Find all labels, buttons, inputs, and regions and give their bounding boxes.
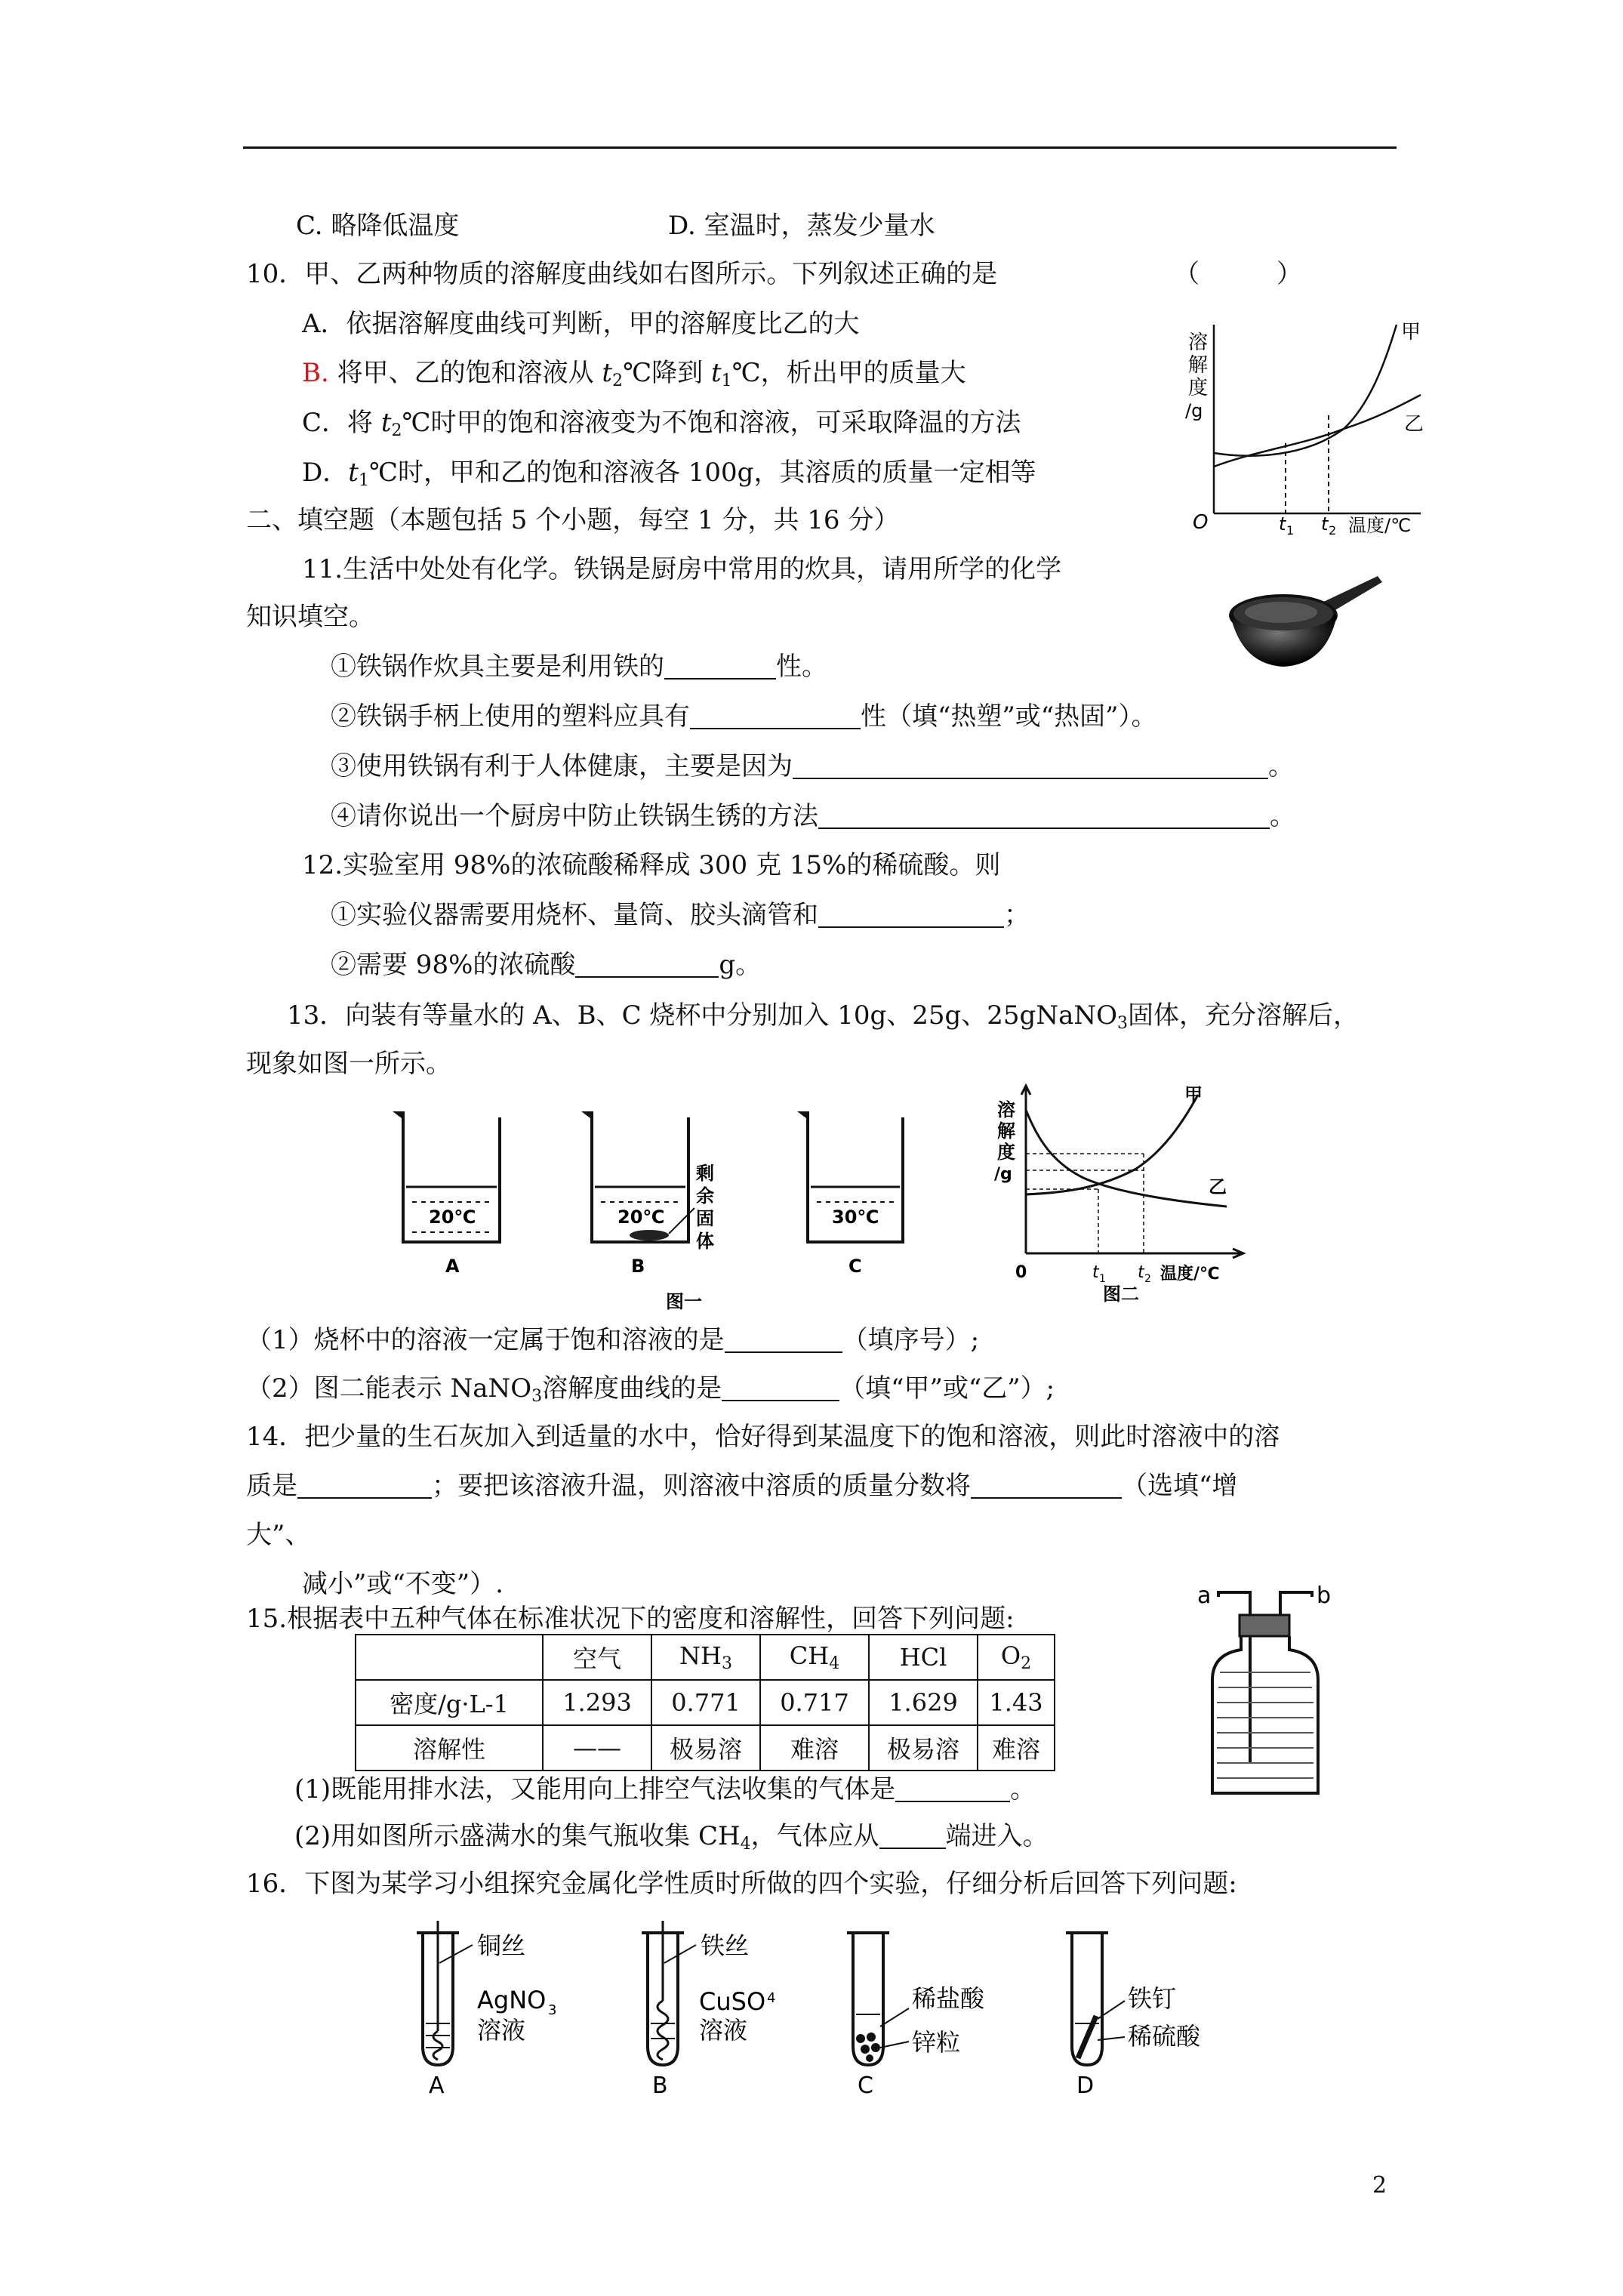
t2-label: t [1321,513,1329,535]
bottle-port-b-label: b [1317,1583,1332,1609]
beaker-a-temp: 20℃ [429,1207,476,1228]
tube-a-solution-label2: 溶液 [477,2016,526,2045]
tube-c-metal-label: 锌粒 [912,2028,961,2057]
beaker-b-temp: 20℃ [617,1207,665,1228]
q12-item1: ①实验仪器需要用烧杯、量筒、胶头滴管和 ； [331,900,1030,930]
q13-blank1[interactable] [725,1327,842,1353]
t2-label: t [1138,1263,1144,1282]
y-label-char: 解 [1188,354,1209,377]
q13-blank2[interactable] [722,1376,839,1401]
table-cell: 1.629 [869,1680,978,1725]
q15-stem: 15.根据表中五种气体在标准状况下的密度和溶解性，回答下列问题: [246,1604,1015,1634]
table-cell: 难溶 [760,1725,869,1771]
series-yi-label: 乙 [1404,413,1424,436]
stopper [1240,1615,1289,1636]
series-jia-curve [1214,325,1397,456]
table-cell: 极易溶 [869,1725,978,1771]
residue-label-char: 剩 [696,1163,714,1184]
q11-blank4[interactable] [818,803,1270,829]
figure-1-beakers [393,1110,921,1314]
table-row-solubility [356,1725,1055,1771]
beaker-a [397,1113,500,1277]
table-cell: 0.717 [760,1680,869,1725]
q11-item1: ①铁锅作炊具主要是利用铁的 性。 [331,652,827,682]
table-cell: $NH_3$ [651,1635,760,1680]
table-header-row [356,1635,1055,1680]
beaker-b-label: B [631,1256,645,1277]
table-cell: 密度/g·L-1 [356,1680,543,1725]
series-jia-curve [1026,1095,1198,1194]
t1-sub: 1 [1286,523,1295,538]
table-cell: —— [543,1725,651,1771]
table-cell: 1.293 [543,1680,651,1725]
gas-property-table [355,1634,1055,1771]
q12-blank2[interactable] [575,952,719,978]
q15-part2: (2)用如图所示盛满水的集气瓶收集 $CH_4$，气体应从 端进入。 [294,1821,1049,1854]
tube-a-label: A [429,2073,445,2099]
t1-label: t [1092,1263,1099,1282]
residue-label-char: 固 [696,1208,714,1229]
tube-b-solution-label: CuSO [699,1987,766,2016]
beaker-a-label: A [445,1256,460,1277]
y-label-char: 溶 [997,1099,1015,1120]
t1-sub: 1 [1099,1273,1106,1285]
residue-label-char: 余 [696,1185,714,1207]
q10-option-b-letter: B. [302,358,329,388]
bottle-port-a-label: a [1197,1583,1212,1609]
x-axis-label: 温度/℃ [1160,1265,1220,1284]
q15-part1: (1)既能用排水法，又能用向上排空气法收集的气体是 。 [294,1774,1036,1804]
q10-option-a: A．依据溶解度曲线可判断，甲的溶解度比乙的大 [302,309,860,339]
y-label-char: 溶 [1188,331,1209,354]
table-row-density [356,1680,1055,1725]
table-cell: 空气 [543,1635,651,1680]
q14-line2: 质是 ；要把该溶液升温，则溶液中溶质的质量分数将 （选填“增 [246,1471,1238,1501]
q14-blank1[interactable] [297,1473,432,1499]
q13-stem-line1: 13．向装有等量水的 A、B、C 烧杯中分别加入 10g、25g、25gNaNO$_3$固体，充分溶解后， [287,1000,1359,1033]
q11-stem-line1: 11.生活中处处有化学。铁锅是厨房中常用的炊具，请用所学的化学 [302,554,1062,584]
figure-q16-test-tubes [408,1918,1298,2099]
tube-b-solution-label2: 溶液 [699,2016,748,2045]
y-label-char: /g [1185,400,1203,421]
residue-label-char: 体 [696,1231,714,1252]
q11-item3: ③使用铁锅有利于人体健康，主要是因为 。 [331,751,1294,781]
q12-stem: 12.实验室用 98%的浓硫酸稀释成 300 克 15%的稀硫酸。则 [302,850,1001,880]
tube-b-label: B [652,2073,668,2099]
tube-c-acid-label: 稀盐酸 [912,1984,985,2013]
figure-1-caption: 图一 [666,1291,702,1312]
q11-blank3[interactable] [793,754,1268,779]
q13-part1: （1）烧杯中的溶液一定属于饱和溶液的是 （填序号）; [246,1325,980,1355]
gas-collection-bottle [1193,1582,1336,1801]
beaker-c-temp: 30℃ [832,1207,879,1228]
q10-answer-bracket: （ ） [1174,259,1302,289]
table-cell: $O_2$ [978,1635,1055,1680]
table-cell [356,1635,543,1680]
tube-d-acid-label: 稀硫酸 [1128,2022,1201,2051]
q11-blank1[interactable] [664,654,776,680]
bottle-body [1212,1636,1318,1793]
origin-label: O [1193,511,1209,534]
table-cell: $CH_4$ [760,1635,869,1680]
series-jia-label: 甲 [1401,321,1421,344]
q15-blank2[interactable] [879,1823,946,1849]
q16-stem: 16．下图为某学习小组探究金属化学性质时所做的四个实验，仔细分析后回答下列问题: [246,1869,1237,1899]
q14-line4: 减小”或“不变”）. [302,1569,504,1599]
y-label-char: 度 [997,1142,1015,1163]
origin-label: 0 [1015,1263,1027,1282]
table-cell: 溶解性 [356,1725,543,1771]
q10-option-d: D．$t_1℃$时，甲和乙的饱和溶液各 100g，其溶质的质量一定相等 [302,458,1036,490]
iron-nail [1078,2016,1096,2058]
t1-label: t [1279,513,1286,535]
x-axis-label: 温度/℃ [1348,515,1412,536]
q9-option-d: D. 室温时，蒸发少量水 [668,211,935,241]
beaker-b [586,1113,714,1277]
table-cell: 难溶 [978,1725,1055,1771]
q14-line1: 14．把少量的生石灰加入到适量的水中，恰好得到某温度下的饱和溶液，则此时溶液中的溶 [246,1422,1280,1452]
section-2-heading: 二、填空题（本题包括 5 个小题，每空 1 分，共 16 分） [246,505,900,535]
tube-a-metal-label: 铜丝 [477,1931,526,1960]
header-rule [243,146,1397,149]
q13-stem-line2: 现象如图一所示。 [246,1049,451,1079]
solubility-chart-small [1178,310,1434,544]
q13-part2: （2）图二能表示 NaNO$_3$溶解度曲线的是 （填“甲”或“乙”）; [246,1373,1055,1406]
q14-line3: 大”、 [246,1520,311,1550]
y-label-char: 解 [997,1120,1015,1142]
table-cell: 极易溶 [651,1725,760,1771]
tube-c-label: C [858,2073,873,2099]
q10-stem: 10．甲、乙两种物质的溶解度曲线如右图所示。下列叙述正确的是 [246,259,998,289]
test-tube-a [417,1921,556,2099]
test-tube-b [642,1921,775,2099]
q11-item2: ②铁锅手柄上使用的塑料应具有 性（填“热塑”或“热固”）。 [331,701,1157,732]
q12-blank1[interactable] [818,902,1004,928]
tube-a-solution-sub: 3 [548,2002,557,2018]
series-jia-label: 甲 [1184,1084,1203,1105]
q11-item4: ④请你说出一个厨房中防止铁锅生锈的方法 。 [331,801,1295,831]
t2-sub: 2 [1329,523,1337,538]
figure-2-solubility-chart [985,1080,1257,1306]
beaker-c [802,1113,903,1277]
wok-image [1227,570,1385,672]
tube-b-metal-label: 铁丝 [701,1931,750,1960]
q9-option-c: C. 略降低温度 [296,211,460,241]
q12-item2: ②需要 98%的浓硫酸 g。 [331,950,762,980]
tube-d-label: D [1076,2073,1095,2099]
q10-option-b: B. 将甲、乙的饱和溶液从 $t_2℃$降到 $t_1℃$，析出甲的质量大 [302,358,966,390]
y-label-char: /g [994,1165,1012,1184]
q15-blank1[interactable] [895,1777,1010,1802]
beaker-c-label: C [848,1256,862,1277]
q10-option-c: C．将 $t_2℃$时甲的饱和溶液变为不饱和溶液，可采取降温的方法 [302,408,1021,440]
q14-blank2[interactable] [971,1473,1122,1499]
test-tube-d [1066,1933,1201,2099]
t2-sub: 2 [1144,1273,1151,1285]
table-cell: 1.43 [978,1680,1055,1725]
figure-2-caption: 图二 [1103,1284,1139,1305]
tube-b-solution-sub: 4 [767,1990,776,2006]
page-number: 2 [1372,2172,1387,2199]
solid-residue [630,1230,669,1240]
y-label-char: 度 [1188,377,1209,399]
q11-stem-line2: 知识填空。 [246,602,374,632]
test-tube-c [847,1933,985,2099]
tube-a-solution-label: AgNO [477,1986,547,2014]
tube-d-metal-label: 铁钉 [1128,1984,1177,2013]
series-yi-label: 乙 [1209,1176,1227,1197]
table-cell: HCl [869,1635,978,1680]
series-yi-curve [1214,395,1421,467]
q11-blank2[interactable] [690,704,861,729]
table-cell: 0.771 [651,1680,760,1725]
